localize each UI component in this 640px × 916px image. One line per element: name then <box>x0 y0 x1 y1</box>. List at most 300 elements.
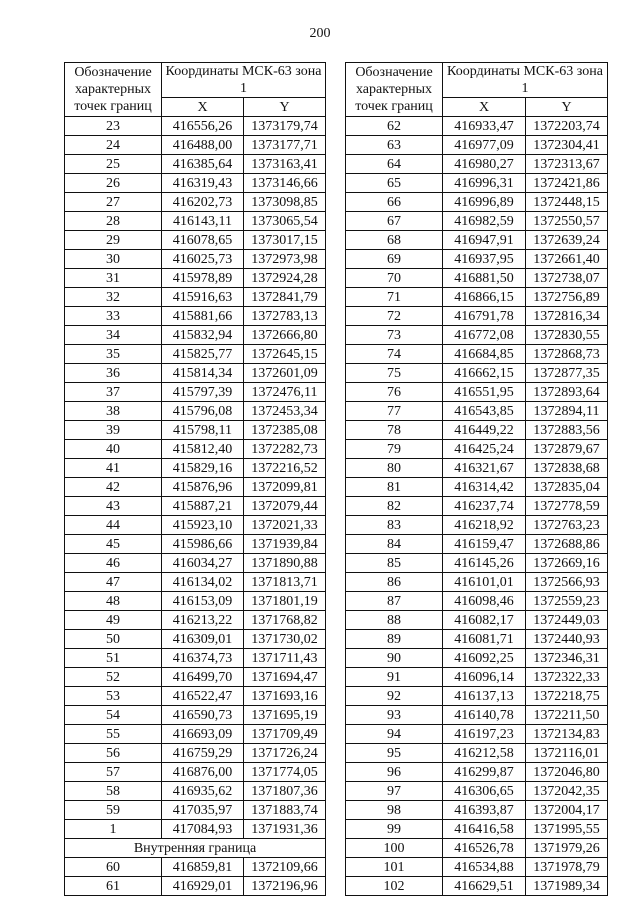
table-row <box>65 269 326 288</box>
point-id-cell: 46 <box>65 554 162 573</box>
point-id-cell: 101 <box>346 858 443 877</box>
point-id-cell: 83 <box>346 516 443 535</box>
y-cell: 1372835,04 <box>526 478 608 497</box>
table-row <box>65 326 326 345</box>
y-cell: 1371768,82 <box>244 611 326 630</box>
point-id-cell: 58 <box>65 782 162 801</box>
y-cell: 1371931,36 <box>244 820 326 839</box>
y-cell: 1372216,52 <box>244 459 326 478</box>
y-cell: 1372973,98 <box>244 250 326 269</box>
y-cell: 1372440,93 <box>526 630 608 649</box>
point-id-cell: 38 <box>65 402 162 421</box>
table-row <box>346 459 608 478</box>
table-row <box>346 345 608 364</box>
point-id-cell: 84 <box>346 535 443 554</box>
x-cell: 416933,47 <box>443 117 526 136</box>
point-id-cell: 68 <box>346 231 443 250</box>
y-cell: 1371726,24 <box>244 744 326 763</box>
y-cell: 1372218,75 <box>526 687 608 706</box>
table-row <box>65 763 326 782</box>
y-cell: 1372868,73 <box>526 345 608 364</box>
x-cell: 416980,27 <box>443 155 526 174</box>
y-cell: 1371693,16 <box>244 687 326 706</box>
y-cell: 1372385,08 <box>244 421 326 440</box>
left-table-body-inner <box>65 858 326 896</box>
x-cell: 416202,73 <box>162 193 244 212</box>
table-row <box>346 706 608 725</box>
x-cell: 415923,10 <box>162 516 244 535</box>
x-cell: 416416,58 <box>443 820 526 839</box>
point-id-cell: 57 <box>65 763 162 782</box>
x-cell: 415881,66 <box>162 307 244 326</box>
y-cell: 1372004,17 <box>526 801 608 820</box>
x-cell: 416551,95 <box>443 383 526 402</box>
table-row <box>346 250 608 269</box>
y-cell: 1372738,07 <box>526 269 608 288</box>
y-cell: 1372346,31 <box>526 649 608 668</box>
y-cell: 1372559,23 <box>526 592 608 611</box>
table-row <box>346 364 608 383</box>
table-row <box>346 782 608 801</box>
x-cell: 416143,11 <box>162 212 244 231</box>
x-cell: 416791,78 <box>443 307 526 326</box>
point-id-cell: 71 <box>346 288 443 307</box>
point-id-cell: 41 <box>65 459 162 478</box>
point-id-cell: 82 <box>346 497 443 516</box>
x-cell: 416101,01 <box>443 573 526 592</box>
table-row <box>346 820 608 839</box>
point-id-cell: 31 <box>65 269 162 288</box>
y-cell: 1372449,03 <box>526 611 608 630</box>
y-cell: 1372134,83 <box>526 725 608 744</box>
y-cell: 1372211,50 <box>526 706 608 725</box>
x-cell: 416309,01 <box>162 630 244 649</box>
point-id-cell: 70 <box>346 269 443 288</box>
table-row <box>346 858 608 877</box>
point-id-cell: 40 <box>65 440 162 459</box>
point-id-cell: 98 <box>346 801 443 820</box>
table-row <box>346 117 608 136</box>
table-row <box>65 288 326 307</box>
y-cell: 1371890,88 <box>244 554 326 573</box>
x-cell: 416499,70 <box>162 668 244 687</box>
y-cell: 1372601,09 <box>244 364 326 383</box>
header-y-right: Y <box>526 98 608 117</box>
table-row <box>346 212 608 231</box>
table-row <box>346 535 608 554</box>
table-row <box>65 459 326 478</box>
table-row <box>65 535 326 554</box>
x-cell: 416937,95 <box>443 250 526 269</box>
x-cell: 417035,97 <box>162 801 244 820</box>
point-id-cell: 29 <box>65 231 162 250</box>
x-cell: 416935,62 <box>162 782 244 801</box>
point-id-cell: 60 <box>65 858 162 877</box>
x-cell: 416153,09 <box>162 592 244 611</box>
header-point-label-right: Обозначение характерных точек границ <box>346 63 443 117</box>
header-coordinates-right: Координаты МСК-63 зона 1 <box>443 63 608 98</box>
x-cell: 416134,02 <box>162 573 244 592</box>
point-id-cell: 63 <box>346 136 443 155</box>
table-row <box>346 478 608 497</box>
table-row <box>65 687 326 706</box>
table-row <box>346 288 608 307</box>
x-cell: 416534,88 <box>443 858 526 877</box>
point-id-cell: 55 <box>65 725 162 744</box>
point-id-cell: 44 <box>65 516 162 535</box>
point-id-cell: 67 <box>346 212 443 231</box>
x-cell: 416629,51 <box>443 877 526 896</box>
table-row <box>346 649 608 668</box>
table-row <box>65 668 326 687</box>
point-id-cell: 91 <box>346 668 443 687</box>
x-cell: 415986,66 <box>162 535 244 554</box>
point-id-cell: 79 <box>346 440 443 459</box>
page-number: 200 <box>309 26 331 41</box>
table-row <box>65 440 326 459</box>
y-cell: 1372099,81 <box>244 478 326 497</box>
x-cell: 416374,73 <box>162 649 244 668</box>
table-row <box>65 307 326 326</box>
x-cell: 415797,39 <box>162 383 244 402</box>
table-row <box>346 592 608 611</box>
x-cell: 415829,16 <box>162 459 244 478</box>
y-cell: 1371813,71 <box>244 573 326 592</box>
table-row <box>65 725 326 744</box>
table-row <box>346 402 608 421</box>
x-cell: 416526,78 <box>443 839 526 858</box>
y-cell: 1372453,34 <box>244 402 326 421</box>
table-row <box>346 421 608 440</box>
y-cell: 1373177,71 <box>244 136 326 155</box>
x-cell: 416982,59 <box>443 212 526 231</box>
point-id-cell: 77 <box>346 402 443 421</box>
table-row <box>65 231 326 250</box>
table-row <box>65 383 326 402</box>
x-cell: 416319,43 <box>162 174 244 193</box>
x-cell: 416098,46 <box>443 592 526 611</box>
y-cell: 1371730,02 <box>244 630 326 649</box>
x-cell: 416159,47 <box>443 535 526 554</box>
y-cell: 1372313,67 <box>526 155 608 174</box>
x-cell: 416425,24 <box>443 440 526 459</box>
point-id-cell: 89 <box>346 630 443 649</box>
x-cell: 416590,73 <box>162 706 244 725</box>
y-cell: 1371978,79 <box>526 858 608 877</box>
y-cell: 1372883,56 <box>526 421 608 440</box>
left-table-body <box>65 117 326 839</box>
point-id-cell: 59 <box>65 801 162 820</box>
point-id-cell: 45 <box>65 535 162 554</box>
coordinates-table-left <box>64 62 326 896</box>
table-row <box>346 877 608 896</box>
table-row <box>65 630 326 649</box>
x-cell: 415825,77 <box>162 345 244 364</box>
x-cell: 416947,91 <box>443 231 526 250</box>
point-id-cell: 56 <box>65 744 162 763</box>
point-id-cell: 47 <box>65 573 162 592</box>
y-cell: 1372830,55 <box>526 326 608 345</box>
x-cell: 416929,01 <box>162 877 244 896</box>
point-id-cell: 24 <box>65 136 162 155</box>
table-row <box>346 573 608 592</box>
point-id-cell: 54 <box>65 706 162 725</box>
point-id-cell: 85 <box>346 554 443 573</box>
table-row <box>346 554 608 573</box>
point-id-cell: 73 <box>346 326 443 345</box>
x-cell: 415798,11 <box>162 421 244 440</box>
point-id-cell: 64 <box>346 155 443 174</box>
y-cell: 1371801,19 <box>244 592 326 611</box>
x-cell: 416137,13 <box>443 687 526 706</box>
table-row <box>65 877 326 896</box>
x-cell: 416543,85 <box>443 402 526 421</box>
y-cell: 1372661,40 <box>526 250 608 269</box>
x-cell: 416314,42 <box>443 478 526 497</box>
y-cell: 1372116,01 <box>526 744 608 763</box>
point-id-cell: 62 <box>346 117 443 136</box>
y-cell: 1372042,35 <box>526 782 608 801</box>
y-cell: 1373017,15 <box>244 231 326 250</box>
table-row <box>346 611 608 630</box>
x-cell: 415796,08 <box>162 402 244 421</box>
table-row <box>346 269 608 288</box>
point-id-cell: 81 <box>346 478 443 497</box>
table-row <box>65 744 326 763</box>
point-id-cell: 90 <box>346 649 443 668</box>
x-cell: 416082,17 <box>443 611 526 630</box>
x-cell: 417084,93 <box>162 820 244 839</box>
y-cell: 1372282,73 <box>244 440 326 459</box>
table-row <box>346 763 608 782</box>
table-row <box>65 592 326 611</box>
point-id-cell: 78 <box>346 421 443 440</box>
x-cell: 416866,15 <box>443 288 526 307</box>
table-row <box>346 307 608 326</box>
y-cell: 1372816,34 <box>526 307 608 326</box>
point-id-cell: 87 <box>346 592 443 611</box>
y-cell: 1372322,33 <box>526 668 608 687</box>
point-id-cell: 34 <box>65 326 162 345</box>
coordinates-table-right <box>345 62 608 896</box>
y-cell: 1373146,66 <box>244 174 326 193</box>
header-x: X <box>162 98 244 117</box>
y-cell: 1372877,35 <box>526 364 608 383</box>
table-row <box>65 858 326 877</box>
table-row <box>346 516 608 535</box>
point-id-cell: 74 <box>346 345 443 364</box>
x-cell: 416299,87 <box>443 763 526 782</box>
right-table-body <box>346 117 608 896</box>
y-cell: 1371709,49 <box>244 725 326 744</box>
x-cell: 416321,67 <box>443 459 526 478</box>
y-cell: 1372196,96 <box>244 877 326 896</box>
point-id-cell: 26 <box>65 174 162 193</box>
y-cell: 1371939,84 <box>244 535 326 554</box>
point-id-cell: 97 <box>346 782 443 801</box>
y-cell: 1371774,05 <box>244 763 326 782</box>
y-cell: 1372879,67 <box>526 440 608 459</box>
table-row <box>346 383 608 402</box>
table-row <box>65 706 326 725</box>
section-inner-boundary: Внутренняя граница <box>65 839 326 858</box>
table-row <box>65 345 326 364</box>
y-cell: 1372079,44 <box>244 497 326 516</box>
x-cell: 416556,26 <box>162 117 244 136</box>
table-row <box>346 668 608 687</box>
x-cell: 416237,74 <box>443 497 526 516</box>
table-row <box>65 554 326 573</box>
x-cell: 416197,23 <box>443 725 526 744</box>
y-cell: 1372778,59 <box>526 497 608 516</box>
point-id-cell: 33 <box>65 307 162 326</box>
y-cell: 1372666,80 <box>244 326 326 345</box>
table-row <box>346 174 608 193</box>
y-cell: 1372304,41 <box>526 136 608 155</box>
y-cell: 1372841,79 <box>244 288 326 307</box>
y-cell: 1371979,26 <box>526 839 608 858</box>
y-cell: 1372838,68 <box>526 459 608 478</box>
header-point-label: Обозначение характерных точек границ <box>65 63 162 117</box>
x-cell: 416092,25 <box>443 649 526 668</box>
point-id-cell: 99 <box>346 820 443 839</box>
x-cell: 416449,22 <box>443 421 526 440</box>
point-id-cell: 88 <box>346 611 443 630</box>
y-cell: 1372894,11 <box>526 402 608 421</box>
y-cell: 1372021,33 <box>244 516 326 535</box>
x-cell: 416881,50 <box>443 269 526 288</box>
point-id-cell: 35 <box>65 345 162 364</box>
point-id-cell: 65 <box>346 174 443 193</box>
point-id-cell: 72 <box>346 307 443 326</box>
table-row <box>65 611 326 630</box>
y-cell: 1372476,11 <box>244 383 326 402</box>
x-cell: 415812,40 <box>162 440 244 459</box>
y-cell: 1372669,16 <box>526 554 608 573</box>
x-cell: 416977,09 <box>443 136 526 155</box>
header-y: Y <box>244 98 326 117</box>
y-cell: 1373163,41 <box>244 155 326 174</box>
table-row <box>346 497 608 516</box>
point-id-cell: 86 <box>346 573 443 592</box>
y-cell: 1373098,85 <box>244 193 326 212</box>
x-cell: 416996,89 <box>443 193 526 212</box>
table-row <box>346 136 608 155</box>
x-cell: 416684,85 <box>443 345 526 364</box>
y-cell: 1372639,24 <box>526 231 608 250</box>
y-cell: 1372756,89 <box>526 288 608 307</box>
table-row <box>65 117 326 136</box>
point-id-cell: 28 <box>65 212 162 231</box>
y-cell: 1372893,64 <box>526 383 608 402</box>
table-row <box>346 440 608 459</box>
point-id-cell: 43 <box>65 497 162 516</box>
point-id-cell: 48 <box>65 592 162 611</box>
x-cell: 416145,26 <box>443 554 526 573</box>
x-cell: 416078,65 <box>162 231 244 250</box>
y-cell: 1371989,34 <box>526 877 608 896</box>
point-id-cell: 50 <box>65 630 162 649</box>
point-id-cell: 49 <box>65 611 162 630</box>
y-cell: 1372566,93 <box>526 573 608 592</box>
table-row <box>65 516 326 535</box>
table-row <box>346 839 608 858</box>
y-cell: 1372763,23 <box>526 516 608 535</box>
point-id-cell: 102 <box>346 877 443 896</box>
x-cell: 416662,15 <box>443 364 526 383</box>
x-cell: 415978,89 <box>162 269 244 288</box>
y-cell: 1373179,74 <box>244 117 326 136</box>
x-cell: 416096,14 <box>443 668 526 687</box>
y-cell: 1371883,74 <box>244 801 326 820</box>
header-coordinates: Координаты МСК-63 зона 1 <box>162 63 326 98</box>
table-row <box>65 136 326 155</box>
y-cell: 1371711,43 <box>244 649 326 668</box>
table-row <box>346 687 608 706</box>
point-id-cell: 93 <box>346 706 443 725</box>
point-id-cell: 92 <box>346 687 443 706</box>
y-cell: 1371694,47 <box>244 668 326 687</box>
point-id-cell: 1 <box>65 820 162 839</box>
x-cell: 416859,81 <box>162 858 244 877</box>
table-row <box>65 573 326 592</box>
table-row <box>65 193 326 212</box>
x-cell: 416213,22 <box>162 611 244 630</box>
x-cell: 416488,00 <box>162 136 244 155</box>
x-cell: 415887,21 <box>162 497 244 516</box>
point-id-cell: 36 <box>65 364 162 383</box>
point-id-cell: 27 <box>65 193 162 212</box>
table-row <box>65 155 326 174</box>
point-id-cell: 80 <box>346 459 443 478</box>
table-row <box>65 478 326 497</box>
x-cell: 416996,31 <box>443 174 526 193</box>
x-cell: 416876,00 <box>162 763 244 782</box>
point-id-cell: 95 <box>346 744 443 763</box>
y-cell: 1372550,57 <box>526 212 608 231</box>
point-id-cell: 69 <box>346 250 443 269</box>
table-row <box>346 193 608 212</box>
y-cell: 1372645,15 <box>244 345 326 364</box>
point-id-cell: 42 <box>65 478 162 497</box>
y-cell: 1373065,54 <box>244 212 326 231</box>
table-row <box>346 801 608 820</box>
x-cell: 416759,29 <box>162 744 244 763</box>
y-cell: 1372924,28 <box>244 269 326 288</box>
point-id-cell: 39 <box>65 421 162 440</box>
y-cell: 1372203,74 <box>526 117 608 136</box>
table-row <box>65 820 326 839</box>
x-cell: 415832,94 <box>162 326 244 345</box>
y-cell: 1372688,86 <box>526 535 608 554</box>
table-row <box>65 497 326 516</box>
y-cell: 1372448,15 <box>526 193 608 212</box>
point-id-cell: 53 <box>65 687 162 706</box>
x-cell: 416140,78 <box>443 706 526 725</box>
table-row <box>65 364 326 383</box>
x-cell: 416693,09 <box>162 725 244 744</box>
table-row <box>65 649 326 668</box>
table-row <box>346 630 608 649</box>
point-id-cell: 23 <box>65 117 162 136</box>
point-id-cell: 75 <box>346 364 443 383</box>
x-cell: 416522,47 <box>162 687 244 706</box>
x-cell: 416081,71 <box>443 630 526 649</box>
x-cell: 416385,64 <box>162 155 244 174</box>
table-row <box>346 744 608 763</box>
x-cell: 416218,92 <box>443 516 526 535</box>
table-row <box>65 174 326 193</box>
